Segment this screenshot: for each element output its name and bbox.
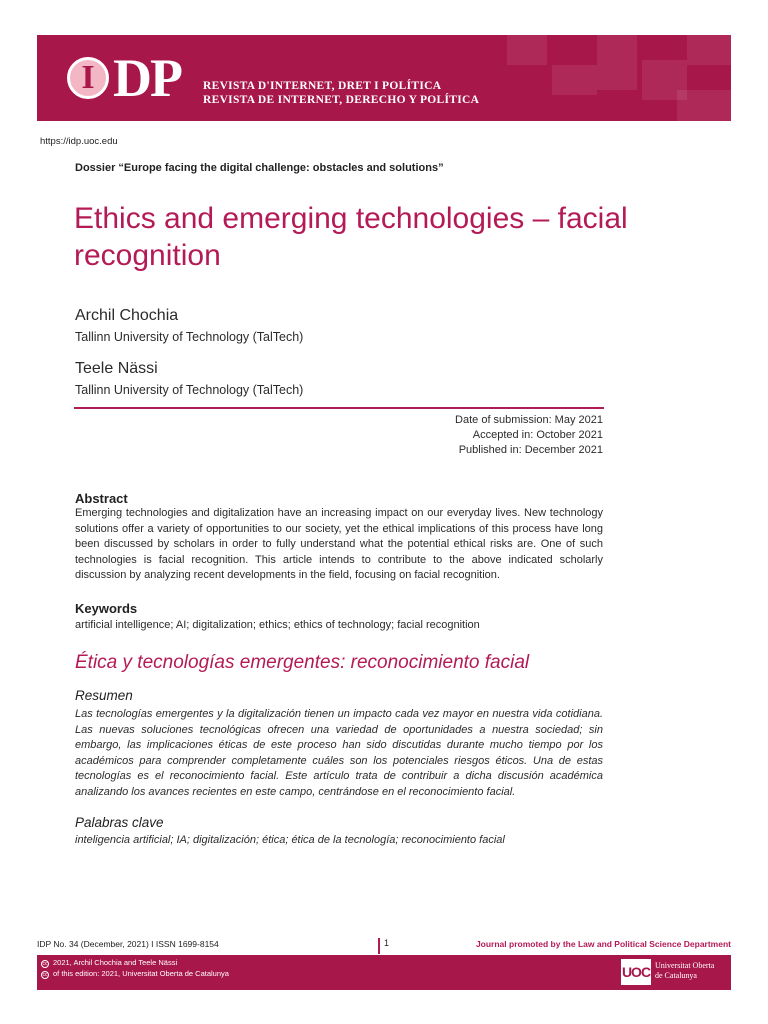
creative-commons-icon: cc — [42, 972, 48, 978]
footer-promoted: Journal promoted by the Law and Political Science Department — [475, 939, 731, 949]
author-name: Archil Chochia — [75, 307, 179, 324]
site-url-link[interactable]: https://idp.uoc.edu — [40, 136, 118, 147]
date-accepted: Accepted in: October 2021 — [472, 429, 603, 441]
spanish-title: Ética y tecnologías emergentes: reconocimiento facial — [75, 652, 530, 673]
creative-commons-icon: cc — [42, 961, 48, 967]
resumen-heading: Resumen — [75, 688, 133, 703]
copyright-authors: 2021, Archil Chochia and Teele Nässi — [53, 958, 178, 967]
uoc-logo-text: UOC — [621, 964, 651, 980]
author-affiliation: Tallinn University of Technology (TalTech) — [75, 383, 304, 397]
copyright-edition: of this edition: 2021, Universitat Oberta de Catalunya — [53, 969, 229, 978]
footer-issue: IDP No. 34 (December, 2021) I ISSN 1699-8154 — [37, 939, 219, 949]
abstract-heading: Abstract — [75, 491, 128, 506]
page-number: 1 — [384, 938, 390, 948]
journal-name-ca: REVISTA D'INTERNET, DRET I POLÍTICA — [203, 80, 442, 92]
palabras-clave-heading: Palabras clave — [75, 815, 164, 830]
date-submission: Date of submission: May 2021 — [455, 414, 603, 426]
uoc-name-line2: de Catalunya — [655, 971, 697, 980]
journal-name-es: REVISTA DE INTERNET, DERECHO Y POLÍTICA — [203, 94, 480, 106]
dossier-label: Dossier “Europe facing the digital challenge: obstacles and solutions” — [75, 162, 444, 174]
keywords-heading: Keywords — [75, 601, 138, 616]
date-published: Published in: December 2021 — [458, 444, 603, 456]
journal-header-band — [37, 35, 731, 121]
uoc-name-line1: Universitat Oberta — [655, 961, 715, 970]
divider — [74, 407, 604, 409]
author-name: Teele Nässi — [75, 360, 158, 377]
author-affiliation: Tallinn University of Technology (TalTech) — [75, 330, 304, 344]
logo-letter: I — [81, 59, 95, 96]
logo-text: DP — [113, 48, 181, 108]
palabras-clave-text: inteligencia artificial; IA; digitalización; ética; ética de la tecnología; reconocimiento facial — [75, 834, 505, 846]
footer-page-marker — [378, 938, 380, 954]
abstract-text: Emerging technologies and digitalization have an increasing impact on our everyday lives. New technology solutions offer a variety of opportunities to our society, yet the ethical implications of this process have long been discussed by scholars in order to fully understand what the potential ethical risks are. One of such technologies is facial recognition. This article intends to contribute to the above indicated scholarly discussion by analyzing recent developments in the field, focusing on facial recognition. — [75, 507, 603, 581]
keywords-text: artificial intelligence; AI; digitalization; ethics; ethics of technology; facial recognition — [75, 619, 480, 631]
article-title: Ethics and emerging technologies – facial recognition — [74, 202, 628, 272]
resumen-text: Las tecnologías emergentes y la digitalización tienen un impacto cada vez mayor en nuestra vida cotidiana. Las nuevas soluciones tecnológicas ofrecen una variedad de oportunidades a nuestra sociedad; sin embargo, las implicaciones éticas de este proceso han sido discutidas durante mucho tiempo por los académicos para comprender completamente cuáles son los potenciales riesgos éticos. Una de estas tecnologías es el reconocimiento facial. Este artículo trata de contribuir a dicha discusión académica analizando los avances recientes en este campo, centrándose en el reconocimiento facial. — [75, 708, 603, 798]
